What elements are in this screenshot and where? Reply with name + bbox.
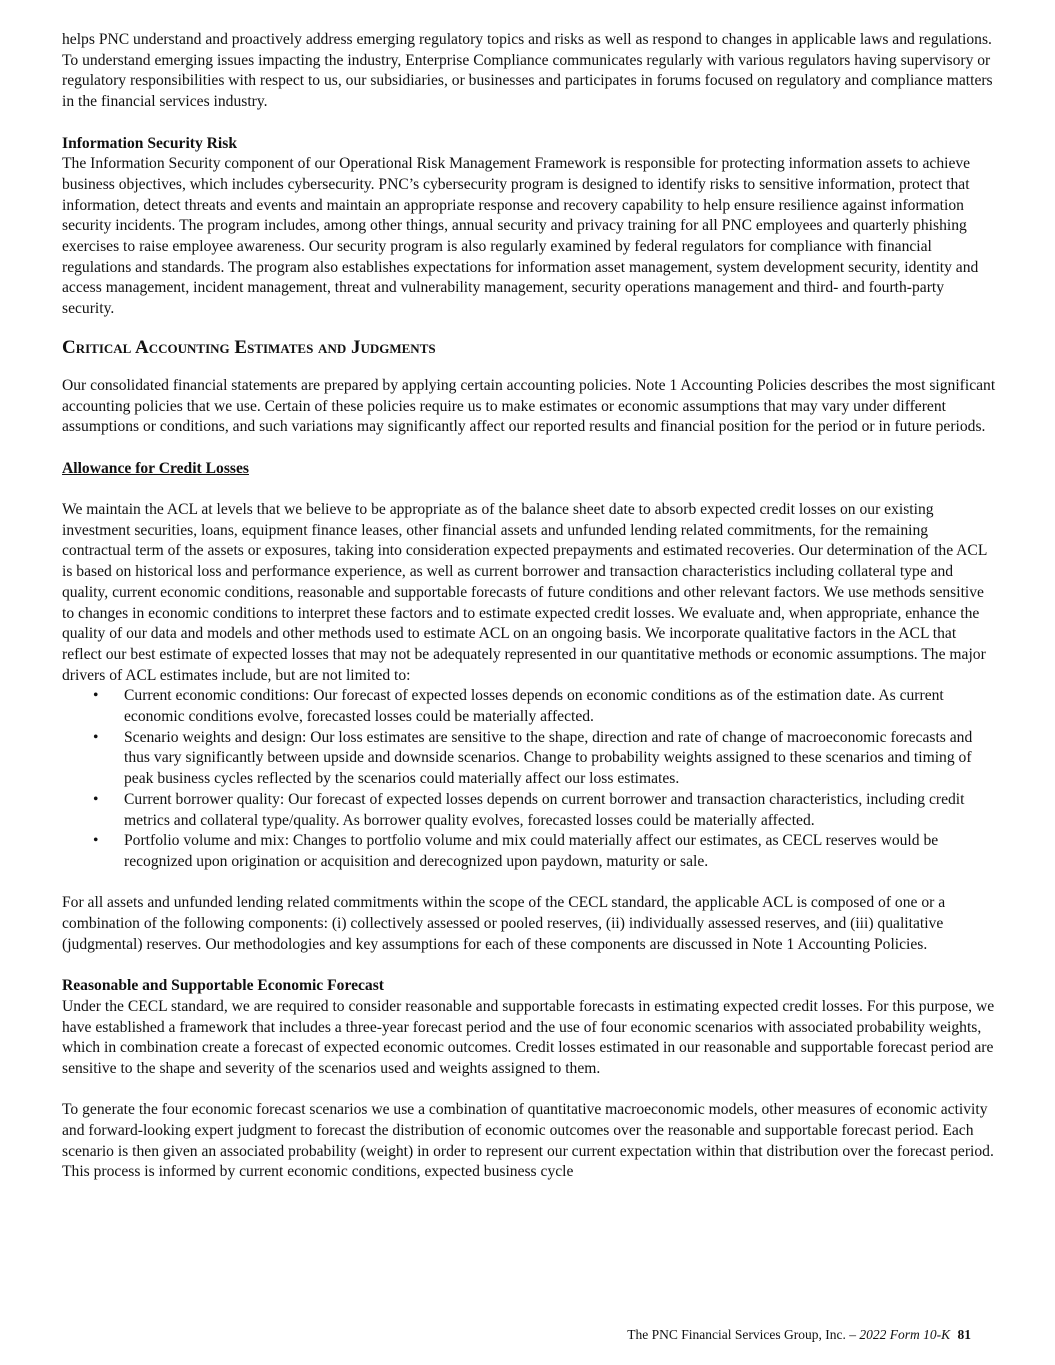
list-item [62,728,996,790]
bullet-icon: • [93,728,99,746]
bullet-icon: • [93,832,99,850]
acl-paragraph: We maintain the ACL at levels that we believe to be appropriate as of the balance sheet date to absorb expected credit losses on our existing investment securities, loans, equipment finance leases, other financial assets and unfunded lending related commitments, for the remaining contractual term of the assets or exposures, taking into consideration expected prepayments and estimated recoveries. Our determination of the ACL is based on historical loss and performance experience, as well as current borrower and transaction characteristics including collateral type and quality, current economic conditions, reasonable and supportable forecasts of future conditions and other relevant factors. We use methods sensitive to changes in economic conditions to interpret these factors and to estimate expected credit losses. We evaluate and, when appropriate, enhance the quality of our data and models and other methods used to estimate ACL on an ongoing basis. We incorporate qualitative factors in the ACL that reflect our best estimate of expected losses that may not be adequately represented in our quantitative methods or economic assumptions. The major drivers of ACL estimates include, but are not limited to: [62,501,987,684]
footer-form: 2022 Form 10-K [859,1327,951,1342]
critical-accounting-paragraph: Our consolidated financial statements are prepared by applying certain accounting policies. Note 1 Accounting Policies describes the most significant accounting policies that we use. Certain of these policies require us to make estimates or economic assumptions that may vary under different assumptions or conditions, and such variations may significantly affect our reported results and financial position for the period or in future periods. [62,376,996,436]
forecast-heading: Reasonable and Supportable Economic Forecast [62,977,384,995]
list-item [62,831,996,872]
page-number: 81 [957,1327,971,1342]
list-item-text: Current economic conditions: Our forecast of expected losses depends on economic conditions as of the estimation date. As current economic conditions evolve, forecasted losses could be materially affected. [124,687,944,726]
bullet-icon: • [93,687,99,705]
scenarios-paragraph: To generate the four economic forecast scenarios we use a combination of quantitative macroeconomic models, other measures of economic activity and forward-looking expert judgment to forecast the distribution of economic outcomes over the reasonable and supportable forecast period. Each scenario is then given an associated probability (weight) in order to represent our current expectation within that distribution over the forecast period. This process is informed by current economic conditions, expected business cycle [62,1101,994,1181]
acl-heading: Allowance for Credit Losses [62,459,249,477]
list-item [62,686,996,727]
acl-drivers-list [62,686,996,872]
critical-accounting-heading: Critical Accounting Estimates and Judgments [62,336,436,358]
list-item-text: Scenario weights and design: Our loss estimates are sensitive to the shape, direction and rate of change of macroeconomic forecasts and thus vary significantly between upside and downside scenarios. Change to probability weights assigned to these scenarios and timing of peak business cycles reflected by the scenarios could materially affect our loss estimates. [124,728,973,788]
cecl-components-paragraph: For all assets and unfunded lending related commitments within the scope of the CECL standard, the applicable ACL is composed of one or a combination of the following components: (i) collectively assessed or pooled reserves, (ii) individually assessed reserves, and (iii) qualitative (judgmental) reserves. Our methodologies and key assumptions for each of these components are discussed in Note 1 Accounting Policies. [62,894,946,953]
list-item [62,790,996,831]
list-item-text: Current borrower quality: Our forecast of expected losses depends on current borrower and transaction characteristics, including credit metrics and collateral type/quality. As borrower quality evolves, forecasted losses could be materially affected. [124,790,965,829]
info-security-paragraph: The Information Security component of our Operational Risk Management Framework is responsible for protecting information assets to achieve business objectives, which includes cybersecurity. PNC’s cybersecurity program is designed to identify risks to sensitive information, protect that information, detect threats and events and maintain an appropriate response and recovery capability to help ensure resilience against information security incidents. The program includes, among other things, annual security and privacy training for all PNC employees and quarterly phishing exercises to raise employee awareness. Our security program is also regularly examined by federal regulators for compliance with financial regulations and standards. The program also establishes expectations for information asset management, system development security, identity and access management, incident management, threat and vulnerability management, security operations management and third- and fourth-party security. [62,155,979,318]
bullet-icon: • [93,790,99,808]
page-content [62,30,996,1183]
info-security-heading: Information Security Risk [62,134,237,152]
page-footer [627,1326,971,1344]
compliance-continued-paragraph: helps PNC understand and proactively address emerging regulatory topics and risks as well as respond to changes in applicable laws and regulations. To understand emerging issues impacting the industry, Enterprise Compliance communicates regularly with various regulators having supervisory or regulatory responsibilities with respect to us, our subsidiaries, or businesses and participates in forums focused on regulatory and compliance matters in the financial services industry. [62,31,993,111]
forecast-paragraph: Under the CECL standard, we are required to consider reasonable and supportable forecasts in estimating expected credit losses. For this purpose, we have established a framework that includes a three-year forecast period and the use of four economic scenarios with associated probability weights, which in combination create a forecast of expected economic outcomes. Credit losses estimated in our reasonable and supportable forecast period are sensitive to the shape and severity of the scenarios used and weights assigned to them. [62,997,995,1077]
footer-company: The PNC Financial Services Group, Inc. – [627,1327,856,1342]
list-item-text: Portfolio volume and mix: Changes to portfolio volume and mix could materially affect our estimates, as CECL reserves would be recognized upon origination or acquisition and derecognized upon paydown, maturity or sale. [124,832,939,870]
